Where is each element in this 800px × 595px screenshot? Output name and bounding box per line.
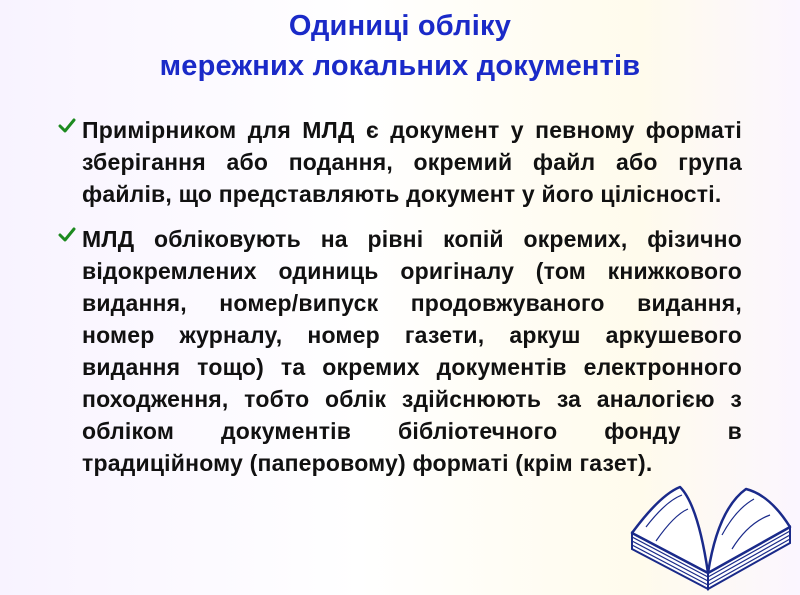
bullet-text: МЛД обліковують на рівні копій окремих, фізично відокремлених одиниць оригіналу (том книжкового видання, номер/випуск продовжуваного видання, номер журналу, номер газети, аркуш аркушевого видання тощо) та окремих документів електронного походження, тобто облік здійснюють за аналогією з обліком документів бібліотечного фонду в традиційному (паперовому) форматі (крім газет).: [82, 226, 742, 476]
bullet-list: [58, 114, 742, 492]
checkmark-arrow-icon: [58, 225, 76, 247]
bullet-item: [58, 223, 742, 479]
checkmark-arrow-icon: [58, 116, 76, 138]
title-line-1: Одиниці обліку: [288, 10, 512, 42]
title-line-2: мережних локальних документів: [159, 50, 641, 82]
bullet-text: Примірником для МЛД є документ у певному форматі зберігання або подання, окремий файл або група файлів, що представляють документ у його цілісності.: [82, 117, 742, 207]
open-book-icon: [620, 465, 800, 595]
bullet-item: [58, 114, 742, 210]
slide-title: [0, 6, 800, 86]
